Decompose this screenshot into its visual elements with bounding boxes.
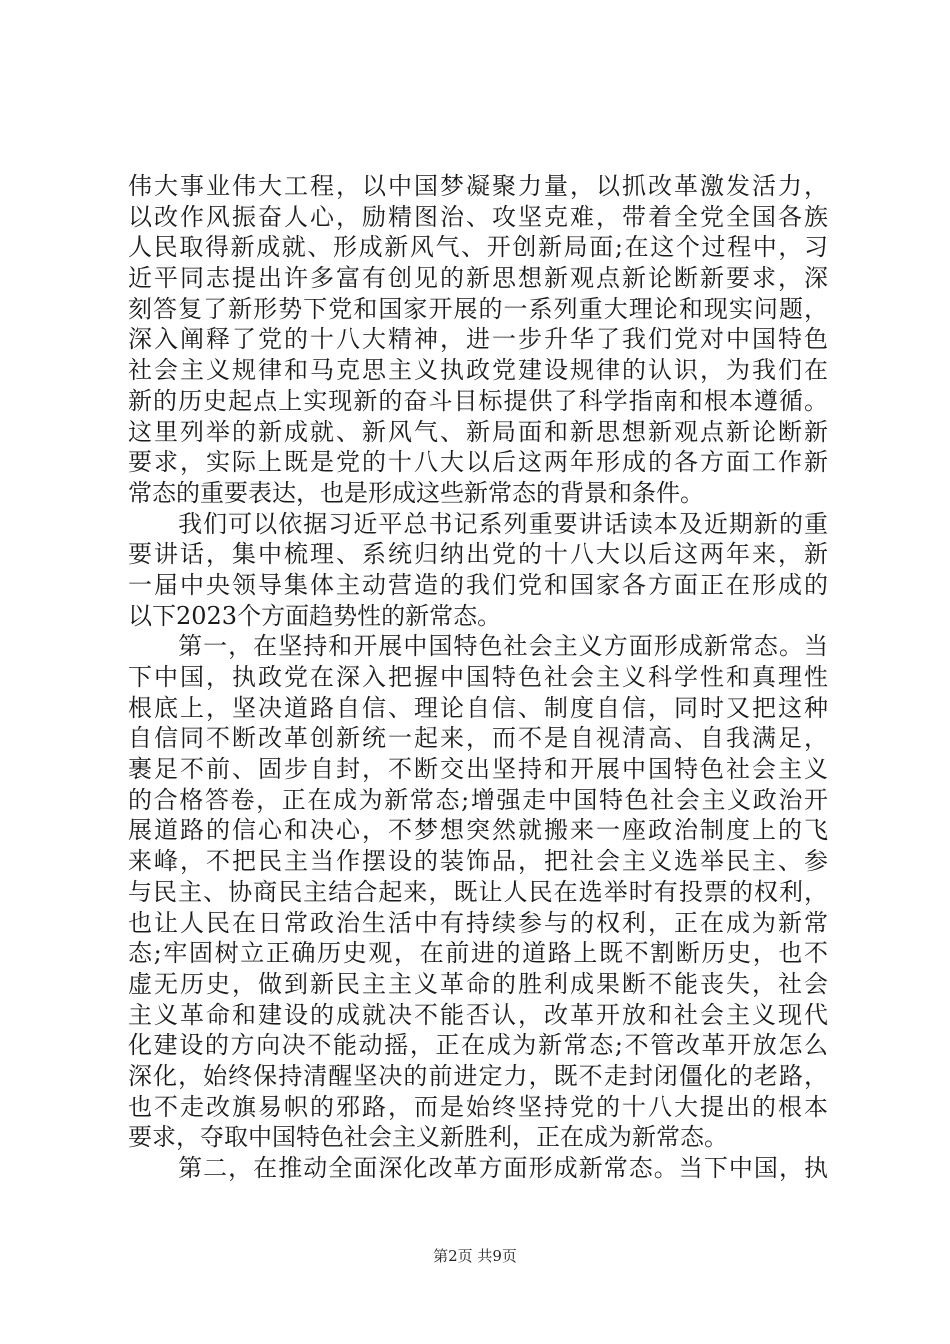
- text-line: 要求，夺取中国特色社会主义新胜利，正在成为新常态。: [128, 1123, 728, 1152]
- text-line: 根底上，坚决道路自信、理论自信、制度自信，同时又把这种: [128, 693, 828, 722]
- text-line: 的合格答卷，正在成为新常态;增强走中国特色社会主义政治开: [128, 785, 828, 814]
- text-line: 自信同不断改革创新统一起来，而不是自视清高、自我满足，: [128, 724, 828, 753]
- text-line: 化建设的方向决不能动摇，正在成为新常态;不管改革开放怎么: [128, 1031, 828, 1060]
- text-line: 深入阐释了党的十八大精神，进一步升华了我们党对中国特色: [128, 325, 828, 354]
- text-line: 深化，始终保持清醒坚决的前进定力，既不走封闭僵化的老路，: [128, 1061, 828, 1090]
- text-line: 裹足不前、固步自封，不断交出坚持和开展中国特色社会主义: [128, 755, 828, 784]
- text-line: 主义革命和建设的成就决不能否认，改革开放和社会主义现代: [128, 1000, 828, 1029]
- text-line: 第二，在推动全面深化改革方面形成新常态。当下中国，执: [128, 1154, 828, 1182]
- text-line: 虚无历史，做到新民主主义革命的胜利成果断不能丧失，社会: [128, 969, 828, 998]
- text-line: 伟大事业伟大工程，以中国梦凝聚力量，以抓改革激发活力，: [128, 172, 828, 200]
- body-text: [128, 171, 828, 1184]
- text-line: 要求，实际上既是党的十八大以后这两年形成的各方面工作新: [128, 448, 828, 477]
- text-line: 新的历史起点上实现新的奋斗目标提供了科学指南和根本遵循。: [128, 386, 828, 415]
- text-line: 社会主义规律和马克思主义执政党建设规律的认识，为我们在: [128, 356, 828, 385]
- text-line: 要讲话，集中梳理、系统归纳出党的十八大以后这两年来，新: [128, 540, 828, 569]
- text-line: 近平同志提出许多富有创见的新思想新观点新论断新要求，深: [128, 264, 828, 293]
- text-line: 刻答复了新形势下党和国家开展的一系列重大理论和现实问题，: [128, 294, 828, 323]
- page-number-footer: 第2页 共9页: [433, 1247, 517, 1265]
- text-line: 一届中央领导集体主动营造的我们党和国家各方面正在形成的: [128, 570, 828, 599]
- text-line: 人民取得新成就、形成新风气、开创新局面;在这个过程中，习: [128, 233, 828, 262]
- text-line: 态;牢固树立正确历史观，在前进的道路上既不割断历史，也不: [128, 939, 828, 968]
- text-line: 展道路的信心和决心，不梦想突然就搬来一座政治制度上的飞: [128, 816, 828, 845]
- text-line: 与民主、协商民主结合起来，既让人民在选举时有投票的权利，: [128, 877, 828, 906]
- text-line: 以下2023个方面趋势性的新常态。: [128, 601, 502, 630]
- text-line: 这里列举的新成就、新风气、新局面和新思想新观点新论断新: [128, 417, 828, 446]
- text-line: 我们可以依据习近平总书记系列重要讲话读本及近期新的重: [128, 509, 828, 538]
- text-line: 以改作风振奋人心，励精图治、攻坚克难，带着全党全国各族: [128, 202, 828, 231]
- text-line: 第一，在坚持和开展中国特色社会主义方面形成新常态。当: [128, 632, 828, 661]
- text-line: 来峰，不把民主当作摆设的装饰品，把社会主义选举民主、参: [128, 847, 828, 876]
- text-line: 也让人民在日常政治生活中有持续参与的权利，正在成为新常: [128, 908, 828, 937]
- text-line: 也不走改旗易帜的邪路，而是始终坚持党的十八大提出的根本: [128, 1092, 828, 1121]
- text-line: 下中国，执政党在深入把握中国特色社会主义科学性和真理性: [128, 663, 828, 691]
- text-line: 常态的重要表达，也是形成这些新常态的背景和条件。: [128, 478, 704, 507]
